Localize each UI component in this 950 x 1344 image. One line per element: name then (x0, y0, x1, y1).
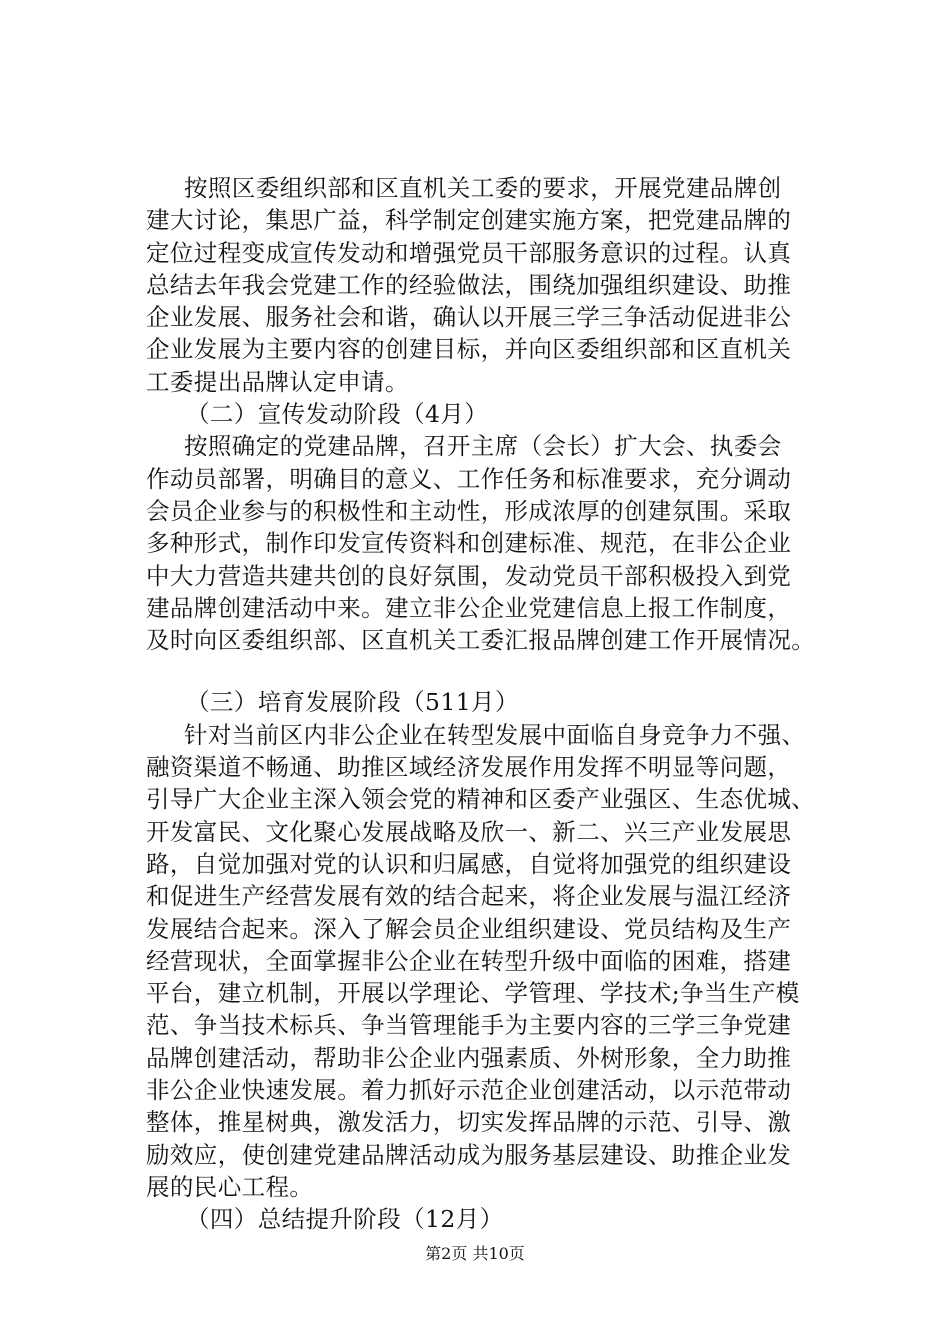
text-line: 按照确定的党建品牌，召开主席（会长）扩大会、执委会 (184, 432, 782, 461)
text-line: 经营现状，全面掌握非公企业在转型升级中面临的困难，搭建 (146, 946, 792, 975)
text-line: 定位过程变成宣传发动和增强党员干部服务意识的过程。认真 (146, 238, 792, 267)
text-line: 展的民心工程。 (146, 1172, 314, 1201)
text-line: 融资渠道不畅通、助推区域经济发展作用发挥不明显等问题， (146, 753, 792, 782)
text-line: 引导广大企业主深入领会党的精神和区委产业强区、生态优城、 (146, 785, 816, 814)
paragraph-2 (146, 430, 846, 656)
text-line: 中大力营造共建共创的良好氛围，发动党员干部积极投入到党 (146, 561, 792, 590)
paragraph-gap (146, 656, 846, 686)
text-line: 总结去年我会党建工作的经验做法，围绕加强组织建设、助推 (146, 270, 792, 299)
section-heading-3: （三）培育发展阶段（511月） (186, 688, 519, 717)
paragraph-3 (146, 719, 846, 1203)
text-line: 企业发展、服务社会和谐，确认以开展三学三争活动促进非公 (146, 303, 792, 332)
text-line: 按照区委组织部和区直机关工委的要求，开展党建品牌创 (184, 174, 782, 202)
text-line: 整体，推星树典，激发活力，切实发挥品牌的示范、引导、激 (146, 1108, 792, 1137)
text-line: 会员企业参与的积极性和主动性，形成浓厚的创建氛围。采取 (146, 496, 792, 525)
text-line: 多种形式，制作印发宣传资料和创建标准、规范，在非公企业 (146, 529, 792, 558)
paragraph-1 (146, 172, 846, 398)
text-line: 建大讨论，集思广益，科学制定创建实施方案，把党建品牌的 (146, 206, 792, 235)
section-heading-2: （二）宣传发动阶段（4月） (186, 400, 489, 429)
text-line: 建品牌创建活动中来。建立非公企业党建信息上报工作制度， (146, 593, 792, 622)
text-line: 范、争当技术标兵、争当管理能手为主要内容的三学三争党建 (146, 1011, 792, 1040)
section-heading-4: （四）总结提升阶段（12月） (186, 1205, 504, 1234)
text-line: 开发富民、文化聚心发展战略及欣一、新二、兴三产业发展思 (146, 817, 792, 846)
page-footer: 第2页 共10页 (425, 1244, 525, 1263)
text-line: 工委提出品牌认定申请。 (146, 367, 409, 396)
text-line: 励效应，使创建党建品牌活动成为服务基层建设、助推企业发 (146, 1140, 792, 1169)
text-line: 品牌创建活动，帮助非公企业内强素质、外树形象，全力助推 (146, 1043, 792, 1072)
text-line: 非公企业快速发展。着力抓好示范企业创建活动，以示范带动 (146, 1076, 792, 1105)
text-line: 针对当前区内非公企业在转型发展中面临自身竞争力不强、 (184, 720, 806, 749)
text-line: 及时向区委组织部、区直机关工委汇报品牌创建工作开展情况。 (146, 626, 816, 655)
text-line: 平台，建立机制，开展以学理论、学管理、学技术;争当生产模 (146, 979, 800, 1008)
text-line: 企业发展为主要内容的创建目标，并向区委组织部和区直机关 (146, 335, 792, 364)
text-line: 路，自觉加强对党的认识和归属感，自觉将加强党的组织建设 (146, 849, 792, 878)
text-line: 发展结合起来。深入了解会员企业组织建设、党员结构及生产 (146, 914, 792, 943)
text-line: 和促进生产经营发展有效的结合起来，将企业发展与温江经济 (146, 882, 792, 911)
text-line: 作动员部署，明确目的意义、工作任务和标准要求，充分调动 (146, 464, 792, 493)
document-body (146, 172, 846, 1236)
